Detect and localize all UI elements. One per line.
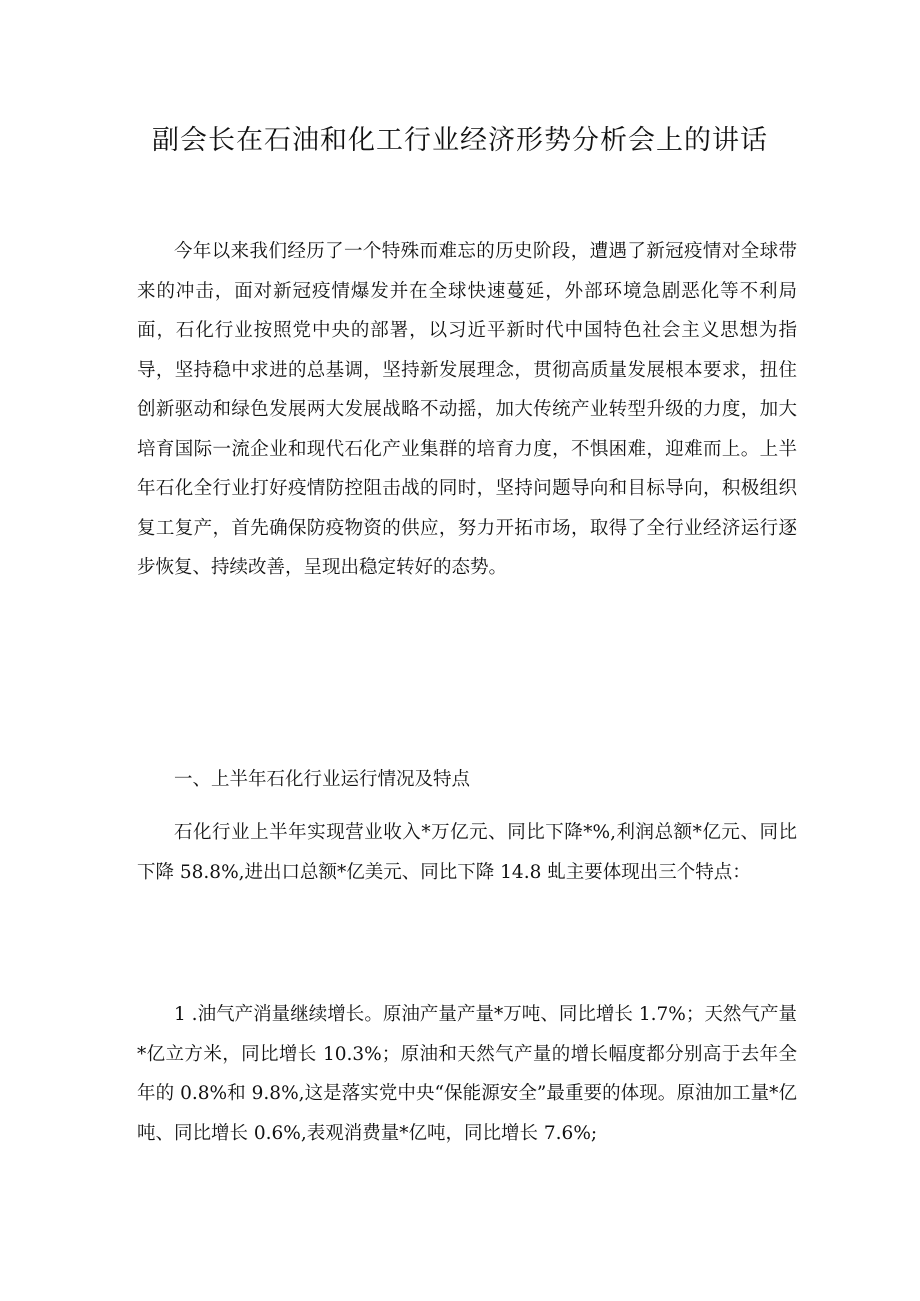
point-one-paragraph: 1 .油气产消量继续增长。原油产量产量*万吨、同比增长 1.7%；天然气产量*亿立方米，同比增长 10.3%；原油和天然气产量的增长幅度都分别高于去年全年的 0.8%和 9.8%,这是落实党中央“保能源安全”最重要的体现。原油加工量*亿吨、同比增长 0.6%,表观消费量*亿吨，同比增长 7.6%; xyxy=(137,1004,797,1144)
document-title: 副会长在石油和化工行业经济形势分析会上的讲话 xyxy=(152,125,768,156)
section-heading: 一、上半年石化行业运行情况及特点 xyxy=(174,769,471,790)
intro-paragraph: 今年以来我们经历了一个特殊而难忘的历史阶段，遭遇了新冠疫情对全球带来的冲击，面对新冠疫情爆发并在全球快速蔓延，外部环境急剧恶化等不利局面，石化行业按照党中央的部署，以习近平新时代中国特色社会主义思想为指导，坚持稳中求进的总基调，坚持新发展理念，贯彻高质量发展根本要求，扭住创新驱动和绿色发展两大发展战略不动摇，加大传统产业转型升级的力度，加大培育国际一流企业和现代石化产业集群的培育力度，不惧困难，迎难而上。上半年石化全行业打好疫情防控阻击战的同时，坚持问题导向和目标导向，积极组织复工复产，首先确保防疫物资的供应，努力开拓市场，取得了全行业经济运行逐步恢复、持续改善，呈现出稳定转好的态势。 xyxy=(137,241,797,578)
summary-paragraph: 石化行业上半年实现营业收入*万亿元、同比下降*%,利润总额*亿元、同比下降 58.8%,进出口总额*亿美元、同比下降 14.8 虬主要体现出三个特点： xyxy=(137,822,797,883)
